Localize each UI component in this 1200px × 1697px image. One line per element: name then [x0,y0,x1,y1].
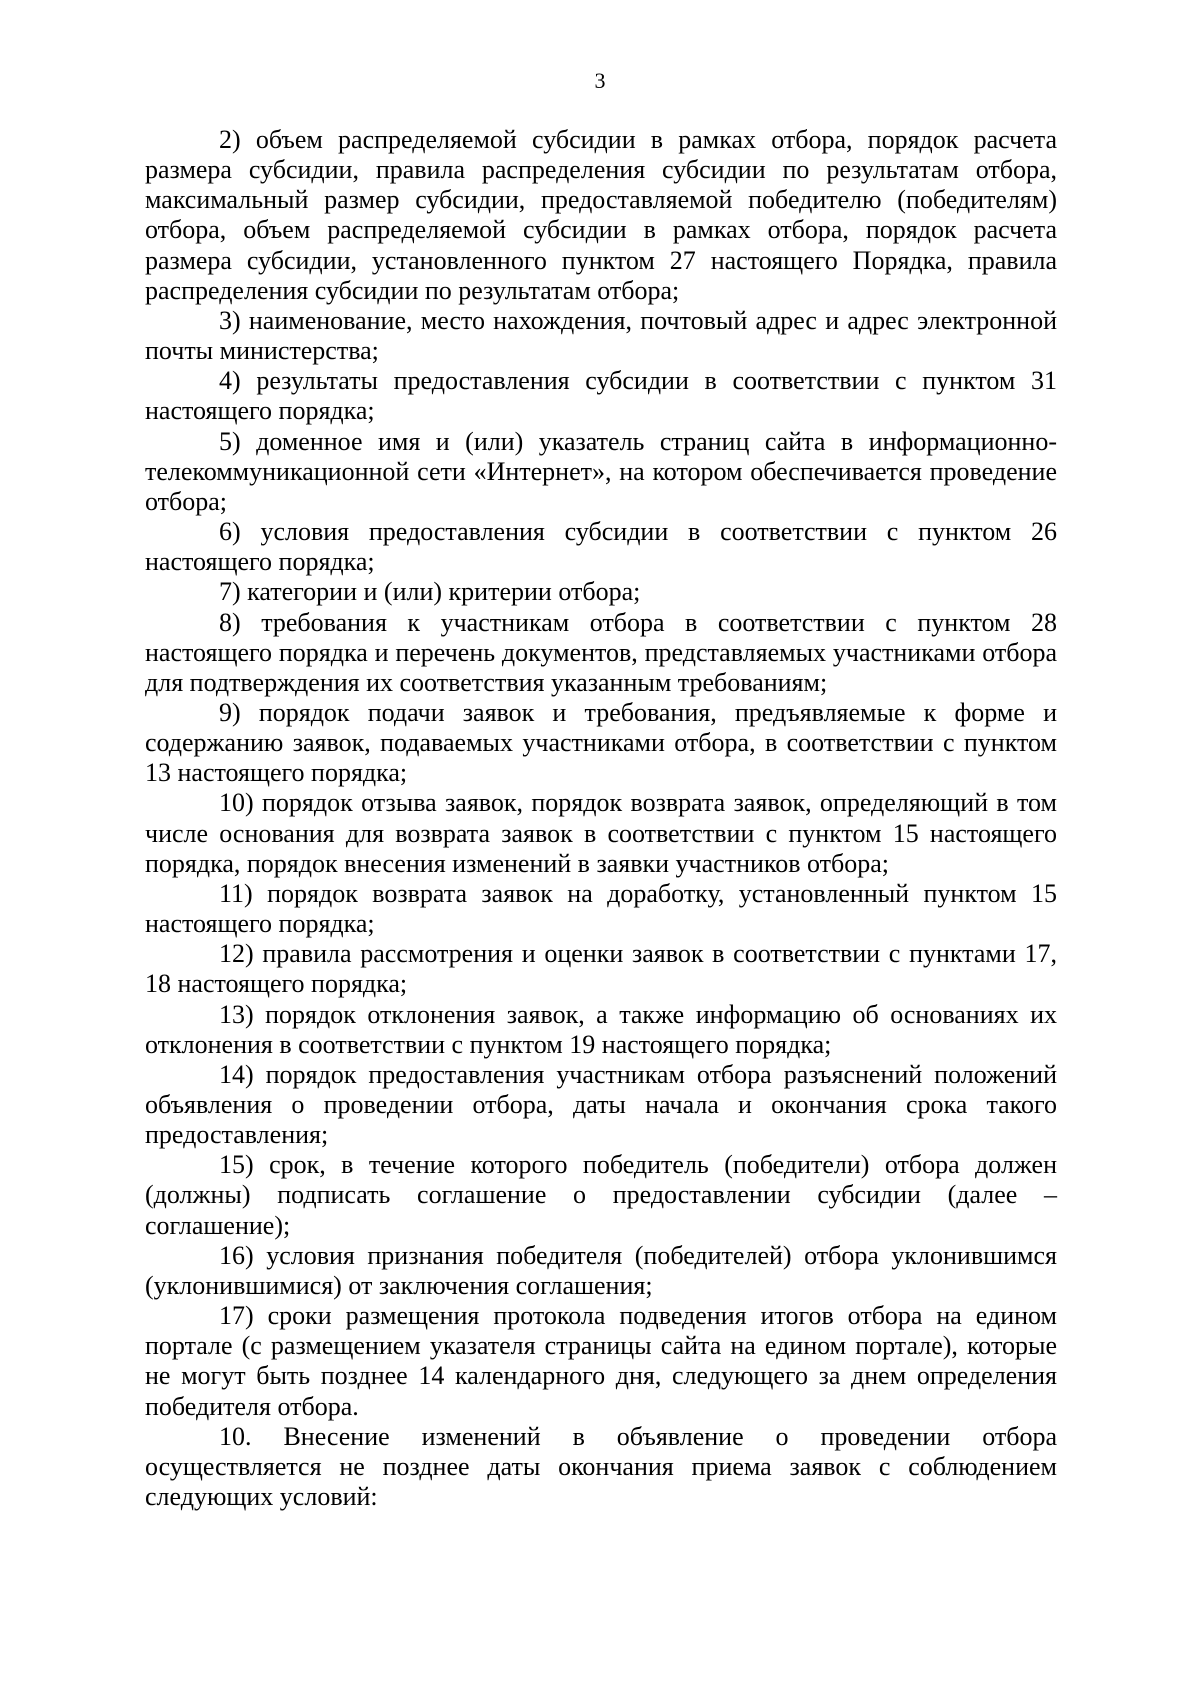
list-item-11: 11) порядок возврата заявок на доработку, установленный пунктом 15 настоящего порядка; [145,878,1057,939]
list-item-17: 17) сроки размещения протокола подведения итогов отбора на едином портале (с размещением указателя страницы сайта на едином портале), которые не могут быть позднее 14 календарного дня, следующего за днем определения победителя отбора. [145,1301,1057,1421]
list-item-16: 16) условия признания победителя (победителей) отбора уклонившимся (уклонившимися) от заключения соглашения; [145,1240,1057,1300]
list-item-14: 14) порядок предоставления участникам отбора разъяснений положений объявления о проведении отбора, даты начала и окончания срока такого предоставления; [145,1059,1057,1150]
list-item-12: 12) правила рассмотрения и оценки заявок в соответствии с пунктами 17, 18 настоящего порядка; [145,939,1057,999]
list-item-6: 6) условия предоставления субсидии в соответствии с пунктом 26 настоящего порядка; [145,517,1057,577]
list-item-13: 13) порядок отклонения заявок, а также информацию об основаниях их отклонения в соответствии с пунктом 19 настоящего порядка; [145,999,1057,1059]
section-10-paragraph: 10. Внесение изменений в объявление о проведении отбора осуществляется не позднее даты окончания приема заявок с соблюдением следующих условий: [145,1421,1057,1512]
list-item-2: 2) объем распределяемой субсидии в рамках отбора, порядок расчета размера субсидии, правила распределения субсидии по результатам отбора, максимальный размер субсидии, предоставляемой победителю (победителям) отбора, объем распределяемой субсидии в рамках отбора, порядок расчета размера субсидии, установленного пунктом 27 настоящего Порядка, правила распределения субсидии по результатам отбора; [145,125,1057,305]
list-item-9: 9) порядок подачи заявок и требования, предъявляемые к форме и содержанию заявок, подаваемых участниками отбора, в соответствии с пунктом 13 настоящего порядка; [145,697,1057,788]
list-item-15: 15) срок, в течение которого победитель (победители) отбора должен (должны) подписать соглашение о предоставлении субсидии (далее – соглашение); [145,1150,1057,1240]
document-body [145,125,1057,1512]
list-item-4: 4) результаты предоставления субсидии в соответствии с пунктом 31 настоящего порядка; [145,366,1057,426]
list-item-8: 8) требования к участникам отбора в соответствии с пунктом 28 настоящего порядка и перечень документов, представляемых участниками отбора для подтверждения их соответствия указанным требованиям; [145,607,1057,697]
list-item-5: 5) доменное имя и (или) указатель страниц сайта в информационно-телекоммуникационной сети «Интернет», на котором обеспечивается проведение отбора; [145,426,1057,516]
list-item-10: 10) порядок отзыва заявок, порядок возврата заявок, определяющий в том числе основания для возврата заявок в соответствии с пунктом 15 настоящего порядка, порядок внесения изменений в заявки участников отбора; [145,788,1057,878]
page-number: 3 [594,68,606,93]
list-item-3: 3) наименование, место нахождения, почтовый адрес и адрес электронной почты министерства; [145,305,1057,366]
list-item-7: 7) категории и (или) критерии отбора; [219,577,641,607]
